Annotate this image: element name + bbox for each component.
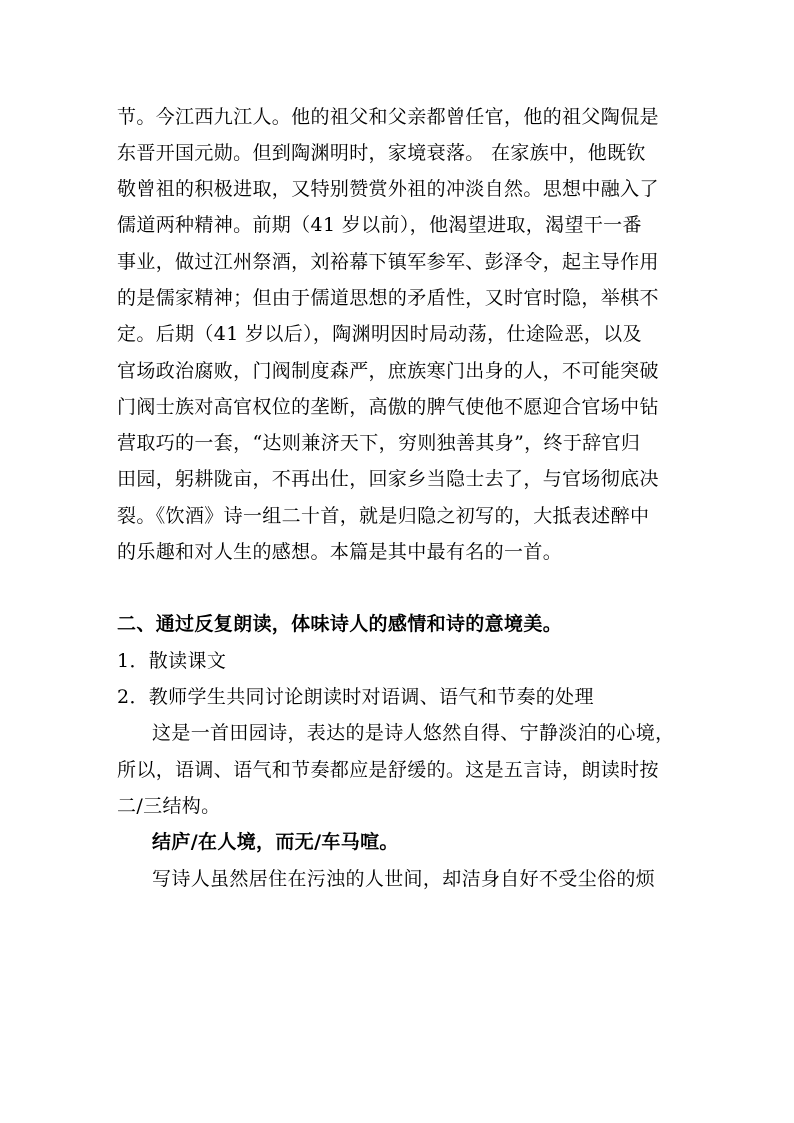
- intro-line-9: 门阀士族对高官权位的垄断，高傲的脾气使他不愿迎合官场中钻: [117, 396, 659, 418]
- intro-line-2: 东晋开国元勋。但到陶渊明时，家境衰落。 在家族中，他既钦: [117, 142, 646, 164]
- intro-line-6: 的是儒家精神；但由于儒道思想的矛盾性，又时官时隐，举棋不: [117, 287, 659, 309]
- intro-line-1: 节。今江西九江人。他的祖父和父亲都曾任官，他的祖父陶侃是: [117, 106, 659, 128]
- intro-line-11: 田园，躬耕陇亩，不再出仕，回家乡当隐士去了，与官场彻底决: [117, 468, 659, 490]
- intro-line-12: 裂。《饮酒》诗一组二十首，就是归隐之初写的，大抵表述醉中: [117, 505, 650, 527]
- paragraph-line-2: 所以，语调、语气和节奏都应是舒缓的。这是五言诗，朗读时按: [117, 759, 659, 781]
- intro-line-5: 事业，做过江州祭酒，刘裕幕下镇军参军、彭泽令，起主导作用: [117, 251, 659, 273]
- paragraph-line-3: 二/三结构。: [117, 795, 221, 817]
- intro-line-8: 官场政治腐败，门阀制度森严，庶族寒门出身的人，不可能突破: [117, 360, 659, 382]
- intro-line-3: 敬曾祖的积极进取，又特别赞赏外祖的冲淡自然。思想中融入了: [117, 178, 659, 200]
- step-2: 2．教师学生共同讨论朗读时对语调、语气和节奏的处理: [117, 686, 594, 708]
- intro-line-7: 定。后期（41 岁以后），陶渊明因时局动荡，仕途险恶，以及: [117, 323, 642, 345]
- paragraph-line-1: 这是一首田园诗，表达的是诗人悠然自得、宁静淡泊的心境，: [152, 722, 675, 744]
- explanation-line: 写诗人虽然居住在污浊的人世间，却洁身自好不受尘俗的烦: [152, 868, 656, 890]
- intro-line-4: 儒道两种精神。前期（41 岁以前），他渴望进取，渴望干一番: [117, 214, 642, 236]
- step-1: 1．散读课文: [117, 650, 227, 672]
- poem-line: 结庐/在人境，而无/车马喧。: [152, 831, 399, 853]
- section-heading: 二、通过反复朗读，体味诗人的感情和诗的意境美。: [117, 613, 563, 635]
- intro-line-13: 的乐趣和对人生的感想。本篇是其中最有名的一首。: [117, 541, 563, 563]
- intro-line-10: 营取巧的一套，“达则兼济天下，穷则独善其身”，终于辞官归: [117, 432, 641, 454]
